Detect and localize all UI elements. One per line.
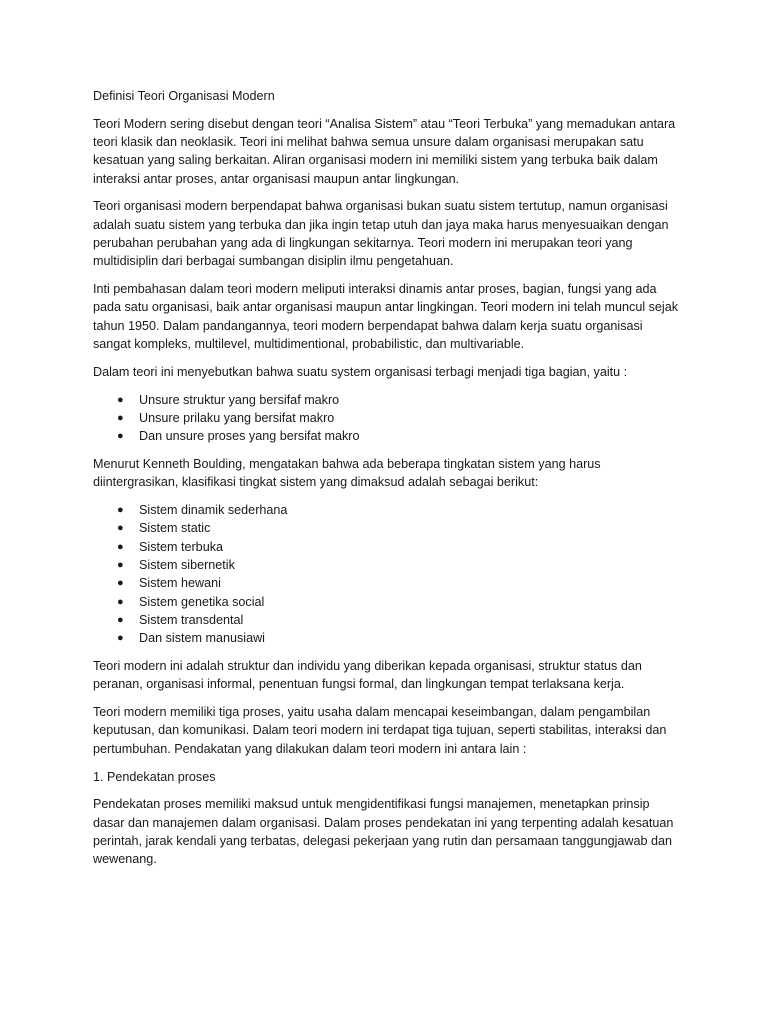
paragraph-8: Pendekatan proses memiliki maksud untuk mengidentifikasi fungsi manajemen, menetapkan prinsip dasar dan manajemen dalam organisasi. Dalam proses pendekatan ini yang terpenting adalah kesatuan perintah, jarak kendali yang terbatas, delegasi pekerjaan yang rutin dan persamaan tanggungjawab dan wewenang.	[93, 797, 674, 867]
paragraph-2: Teori organisasi modern berpendapat bahwa organisasi bukan suatu sistem tertutup, namun organisasi adalah suatu sistem yang terbuka dan jika ingin tetap utuh dan jaya maka harus menyesuaikan dengan perubahan perubahan yang ada di lingkungan sekitarnya. Teori modern ini merupakan teori yang multidisiplin dari berbagai sumbangan disiplin ilmu pengetahuan.	[93, 199, 669, 269]
list-item: ● Dan sistem manusiawi	[93, 629, 683, 647]
bullet-icon: ●	[117, 577, 124, 590]
list-item: ● Sistem sibernetik	[93, 556, 683, 574]
list-item: ● Unsure struktur yang bersifaf makro	[93, 391, 683, 409]
paragraph-1: Teori Modern sering disebut dengan teori “Analisa Sistem” atau “Teori Terbuka” yang memadukan antara teori klasik dan neoklasik. Teori ini melihat bahwa semua unsure dalam organisasi merupakan satu kesatuan yang saling berkaitan. Aliran organisasi modern ini memiliki sistem yang terbuka baik dalam interaksi antar proses, antar organisasi maupun antar lingkungan.	[93, 116, 676, 186]
bullet-icon: ●	[117, 393, 124, 406]
bullet-icon: ●	[117, 411, 124, 424]
list-item: ● Sistem hewani	[93, 574, 683, 592]
paragraph-6: Teori modern ini adalah struktur dan individu yang diberikan kepada organisasi, struktur status dan peranan, organisasi informal, penentuan fungsi formal, dan lingkungan tempat terlaksana kerja.	[93, 659, 642, 692]
bullet-icon: ●	[117, 430, 124, 443]
paragraph-5: Menurut Kenneth Boulding, mengatakan bahwa ada beberapa tingkatan sistem yang harus diintergrasikan, klasifikasi tingkat sistem yang dimaksud adalah sebagai berikut:	[93, 457, 601, 490]
bullet-icon: ●	[117, 540, 124, 553]
bullet-icon: ●	[117, 632, 124, 645]
document-page	[93, 87, 683, 878]
list-item: ● Sistem transdental	[93, 611, 683, 629]
paragraph-3: Inti pembahasan dalam teori modern meliputi interaksi dinamis antar proses, bagian, fungsi yang ada pada satu organisasi, baik antar organisasi maupun antar lingkingan. Teori modern ini telah muncul sejak tahun 1950. Dalam pandangannya, teori modern berpendapat bahwa dalam kerja suatu organisasi sangat kompleks, multilevel, multidimentional, probabilistic, dan multivariable.	[93, 282, 679, 352]
list-item: ● Sistem genetika social	[93, 593, 683, 611]
list-item: ● Sistem terbuka	[93, 538, 683, 556]
bullet-icon: ●	[117, 595, 124, 608]
bullet-icon: ●	[117, 559, 124, 572]
list-item: ● Sistem dinamik sederhana	[93, 501, 683, 519]
paragraph-4: Dalam teori ini menyebutkan bahwa suatu system organisasi terbagi menjadi tiga bagian, yaitu :	[93, 364, 628, 379]
system-parts-list	[93, 391, 683, 446]
bullet-icon: ●	[117, 504, 124, 517]
list-item: ● Sistem static	[93, 519, 683, 537]
system-levels-list	[93, 501, 683, 647]
list-item: ● Unsure prilaku yang bersifat makro	[93, 409, 683, 427]
subheading: 1. Pendekatan proses	[93, 769, 216, 784]
bullet-icon: ●	[117, 613, 124, 626]
bullet-icon: ●	[117, 522, 124, 535]
document-title: Definisi Teori Organisasi Modern	[93, 89, 275, 103]
list-item: ● Dan unsure proses yang bersifat makro	[93, 427, 683, 445]
paragraph-7: Teori modern memiliki tiga proses, yaitu usaha dalam mencapai keseimbangan, dalam pengambilan keputusan, dan komunikasi. Dalam teori modern ini terdapat tiga tujuan, seperti stabilitas, interaksi dan pertumbuhan. Pendakatan yang dilakukan dalam teori modern ini antara lain :	[93, 705, 667, 756]
